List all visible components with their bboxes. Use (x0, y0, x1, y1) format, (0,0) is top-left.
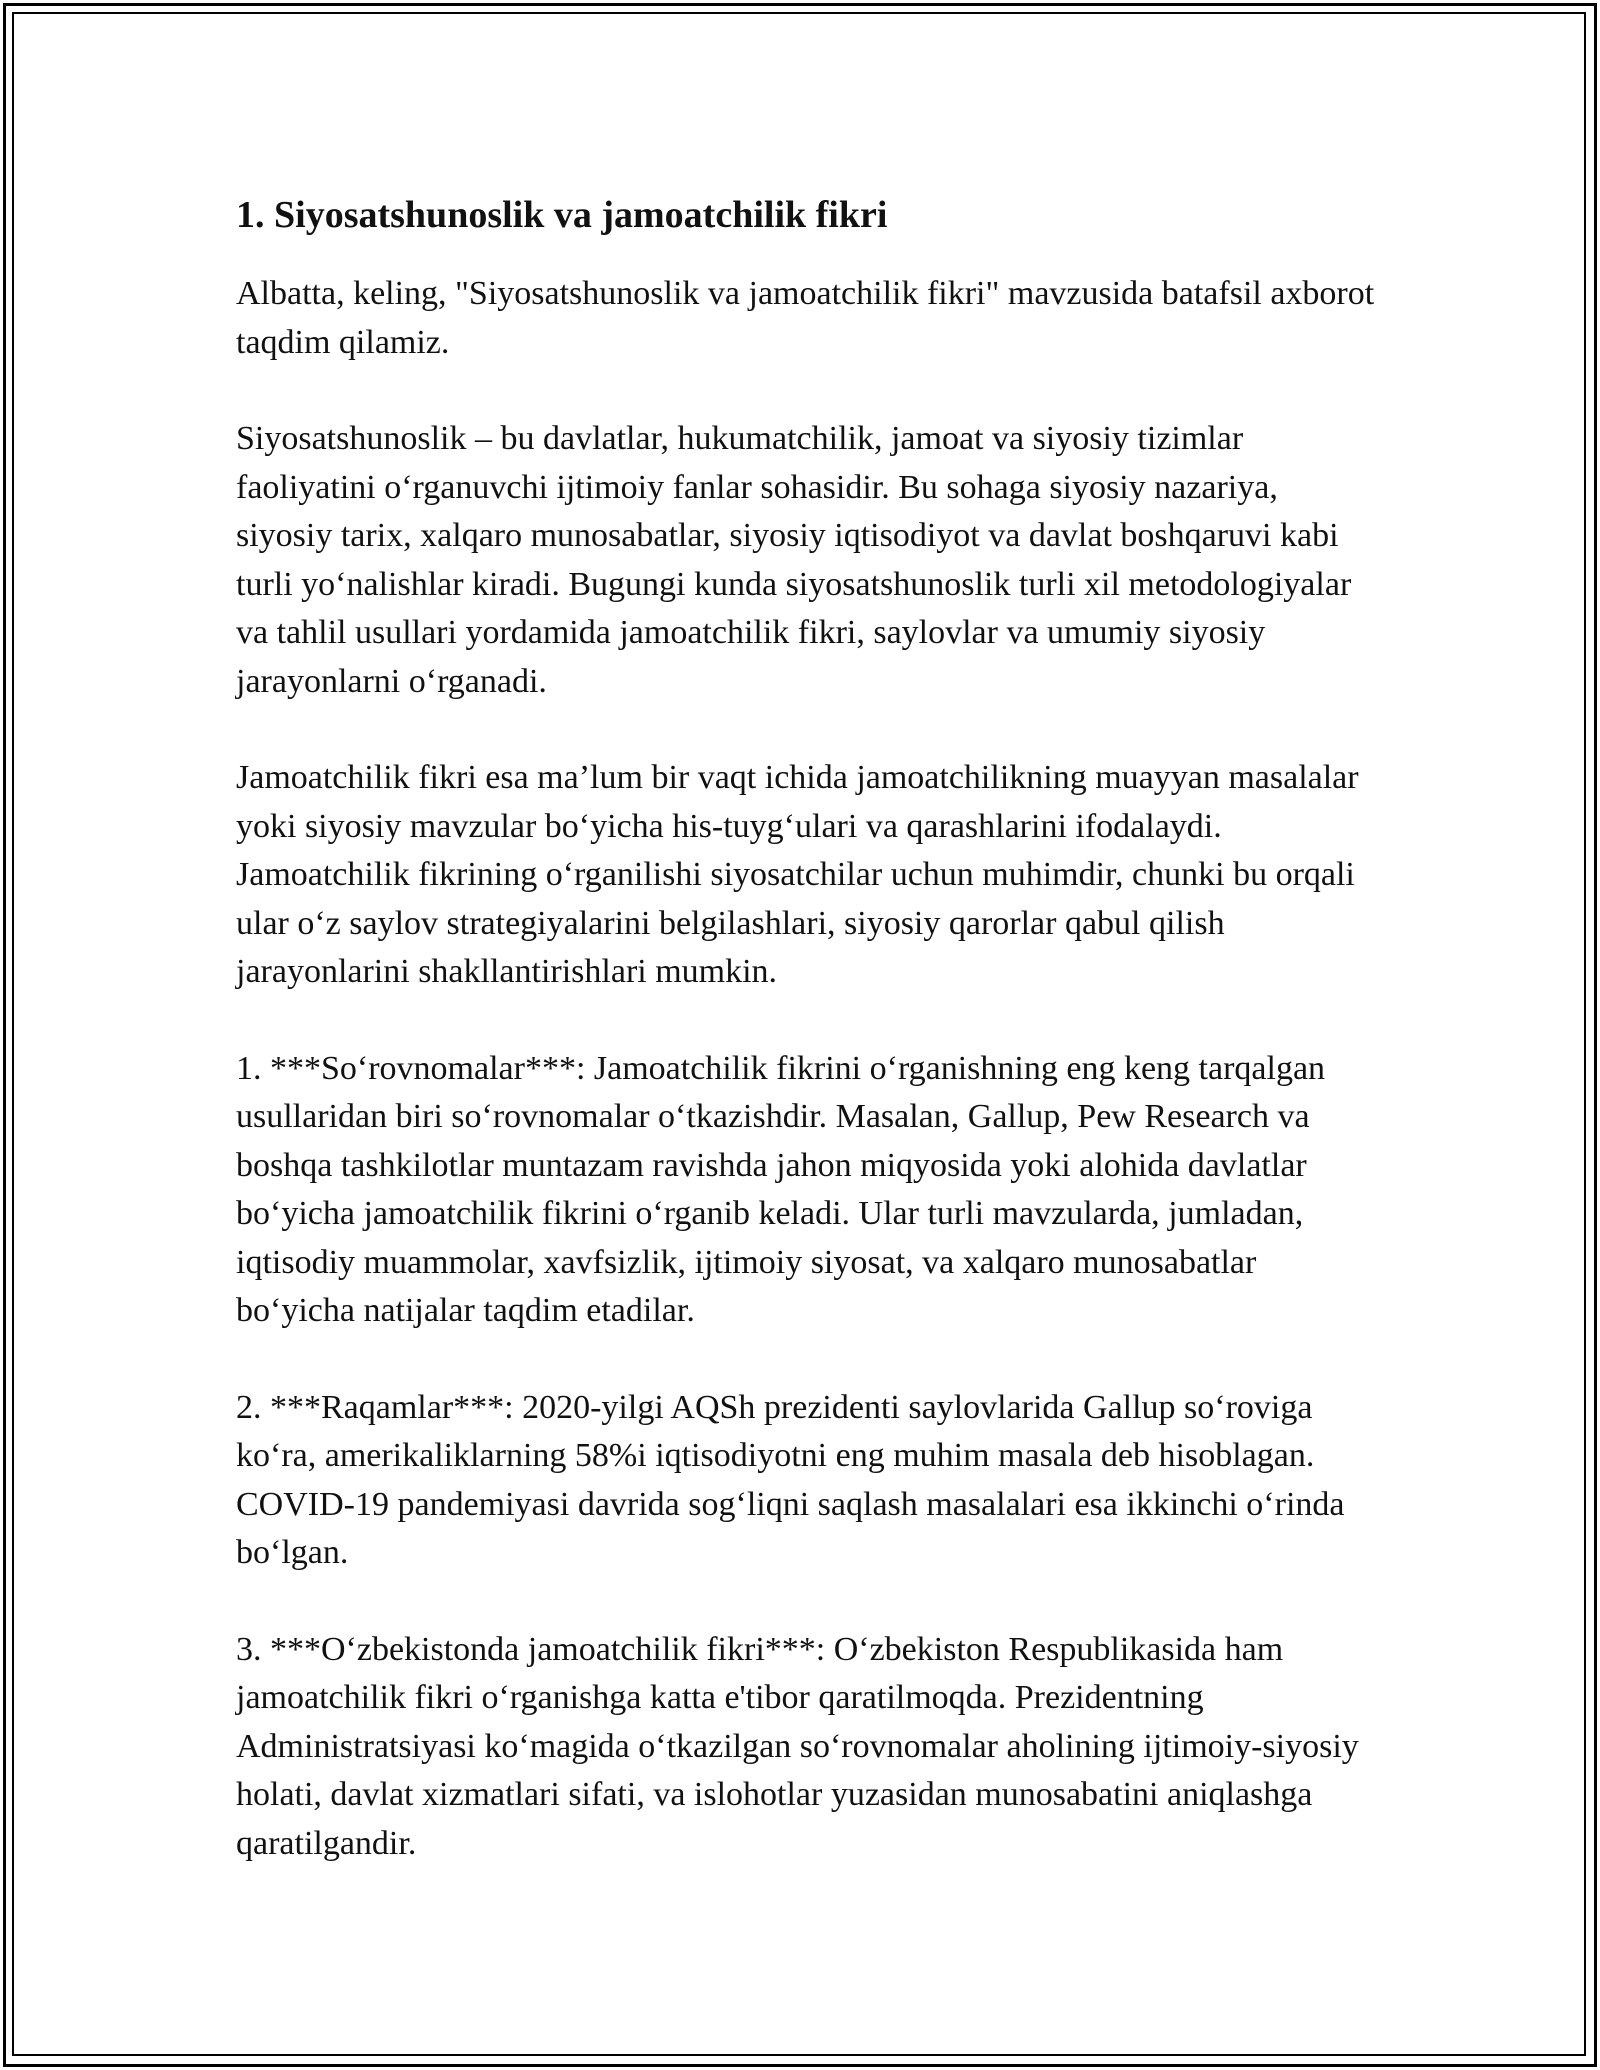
paragraph-surveys: 1. ***So‘rovnomalar***: Jamoatchilik fikrini o‘rganishning eng keng tarqalgan usullaridan biri so‘rovnomalar o‘tkazishdir. Masalan, Gallup, Pew Research va boshqa tashkilotlar muntazam ravishda jahon miqyosida yoki alohida davlatlar bo‘yicha jamoatchilik fikrini o‘rganib keladi. Ular turli mavzularda, jumladan, iqtisodiy muammolar, xavfsizlik, ijtimoiy siyosat, va xalqaro munosabatlar bo‘yicha natijalar taqdim etadilar. (236, 1049, 1326, 1329)
paragraph-intro: Albatta, keling, "Siyosatshunoslik va jamoatchilik fikri" mavzusida batafsil axborot taqdim qilamiz. (236, 275, 1375, 361)
paragraph-political-science: Siyosatshunoslik – bu davlatlar, hukumatchilik, jamoat va siyosiy tizimlar faoliyatini o‘rganuvchi ijtimoiy fanlar sohasidir. Bu sohaga siyosiy nazariya, siyosiy tarix, xalqaro munosabatlar, siyosiy iqtisodiyot va davlat boshqaruvi kabi turli yo‘nalishlar kiradi. Bugungi kunda siyosatshunoslik turli xil metodologiyalar va tahlil usullari yordamida jamoatchilik fikri, saylovlar va umumiy siyosiy jarayonlarni o‘rganadi. (236, 420, 1352, 700)
document-body (236, 188, 1376, 1868)
paragraph-numbers: 2. ***Raqamlar***: 2020-yilgi AQSh prezidenti saylovlarida Gallup so‘roviga ko‘ra, amerikaliklarning 58%i iqtisodiyotni eng muhim masala deb hisoblagan. COVID-19 pandemiyasi davrida sog‘liqni saqlash masalalari esa ikkinchi o‘rinda bo‘lgan. (236, 1388, 1345, 1571)
paragraph-public-opinion: Jamoatchilik fikri esa ma’lum bir vaqt ichida jamoatchilikning muayyan masalalar yoki siyosiy mavzular bo‘yicha his-tuyg‘ulari va qarashlarini ifodalaydi. Jamoatchilik fikrining o‘rganilishi siyosatchilar uchun muhimdir, chunki bu orqali ular o‘z saylov strategiyalarini belgilashlari, siyosiy qarorlar qabul qilish jarayonlarini shakllantirishlari mumkin. (236, 759, 1359, 990)
paragraph-uzbekistan: 3. ***O‘zbekistonda jamoatchilik fikri***: O‘zbekiston Respublikasida ham jamoatchilik fikri o‘rganishga katta e'tibor qaratilmoqda. Prezidentning Administratsiyasi ko‘magida o‘tkazilgan so‘rovnomalar aholining ijtimoiy-siyosiy holati, davlat xizmatlari sifati, va islohotlar yuzasidan munosabatini aniqlashga qaratilgandir. (236, 1630, 1359, 1862)
document-title: 1. Siyosatshunoslik va jamoatchilik fikri (236, 194, 888, 236)
